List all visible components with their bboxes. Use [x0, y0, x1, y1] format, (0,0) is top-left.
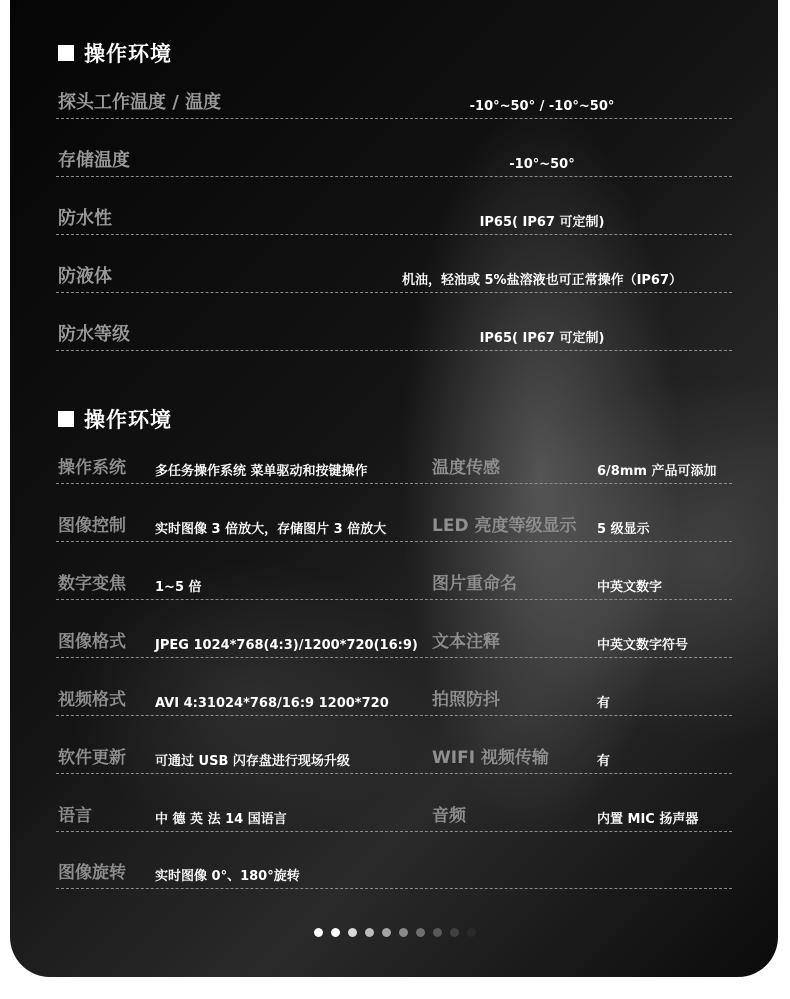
- spec-label: 拍照防抖: [432, 690, 500, 710]
- spec-label: 存储温度: [58, 150, 130, 171]
- spec-row: [56, 569, 732, 600]
- spec-label: 温度传感: [432, 458, 500, 478]
- spec-label: 防水等级: [58, 324, 130, 345]
- spec-value: 中英文数字符号: [597, 638, 689, 653]
- section-title-2: [58, 404, 172, 434]
- spec-value: 有: [597, 696, 611, 711]
- spec-row: [56, 146, 732, 177]
- spec-value: IP65( IP67 可定制): [479, 215, 605, 230]
- section-title-1: [58, 38, 172, 68]
- spec-value: 可通过 USB 闪存盘进行现场升级: [155, 754, 350, 769]
- spec-value: 机油，轻油或 5%盐溶液也可正常操作（IP67）: [401, 273, 683, 288]
- spec-value: JPEG 1024*768(4:3)/1200*720(16:9): [155, 638, 418, 653]
- spec-row: [56, 262, 732, 293]
- spec-label: 图像格式: [58, 632, 126, 652]
- spec-row: [56, 627, 732, 658]
- spec-label: 数字变焦: [58, 574, 126, 594]
- spec-label: WIFI 视频传输: [432, 748, 549, 768]
- spec-label: LED 亮度等级显示: [432, 516, 577, 536]
- pagination-dot[interactable]: [382, 928, 391, 937]
- spec-label: 防液体: [58, 266, 112, 287]
- pagination-dot[interactable]: [314, 928, 323, 937]
- pagination-dot[interactable]: [331, 928, 340, 937]
- spec-value: 中英文数字: [597, 580, 663, 595]
- spec-value: 实时图像 0°、180°旋转: [155, 869, 300, 884]
- pagination-dot[interactable]: [399, 928, 408, 937]
- spec-value: 有: [597, 754, 611, 769]
- spec-label: 语言: [58, 806, 92, 826]
- square-bullet-icon: [58, 411, 74, 427]
- spec-row: [56, 685, 732, 716]
- spec-row: [56, 801, 732, 832]
- spec-value: 多任务操作系统 菜单驱动和按键操作: [155, 464, 368, 479]
- spec-value: 6/8mm 产品可添加: [597, 464, 717, 479]
- spec-value: 中 德 英 法 14 国语言: [155, 812, 287, 827]
- spec-row: [56, 88, 732, 119]
- spec-value: 内置 MIC 扬声器: [597, 812, 699, 827]
- spec-value: IP65( IP67 可定制): [479, 331, 605, 346]
- pagination-dot[interactable]: [365, 928, 374, 937]
- section-title-text: 操作环境: [84, 408, 172, 432]
- spec-row: [56, 743, 732, 774]
- spec-label: 文本注释: [432, 632, 500, 652]
- spec-row: [56, 204, 732, 235]
- square-bullet-icon: [58, 45, 74, 61]
- spec-label: 图像控制: [58, 516, 126, 536]
- spec-value: -10°~50° / -10°~50°: [469, 99, 615, 114]
- pagination-dot[interactable]: [348, 928, 357, 937]
- spec-label: 图像旋转: [58, 863, 126, 883]
- spec-label: 图片重命名: [432, 574, 517, 594]
- spec-label: 防水性: [58, 208, 112, 229]
- pagination-dot[interactable]: [416, 928, 425, 937]
- pagination-dots: [314, 928, 484, 937]
- spec-row: [56, 511, 732, 542]
- pagination-dot[interactable]: [467, 928, 476, 937]
- spec-card: [10, 0, 778, 977]
- spec-value: 5 级显示: [597, 522, 650, 537]
- spec-label: 操作系统: [58, 458, 126, 478]
- spec-label: 视频格式: [58, 690, 126, 710]
- spec-label: 音频: [432, 806, 466, 826]
- spec-value: 1~5 倍: [155, 580, 202, 595]
- section-title-text: 操作环境: [84, 42, 172, 66]
- spec-row: [56, 453, 732, 484]
- spec-row: [56, 858, 732, 889]
- spec-label: 软件更新: [58, 748, 126, 768]
- spec-row: [56, 320, 732, 351]
- spec-value: AVI 4:31024*768/16:9 1200*720: [155, 696, 389, 711]
- spec-value: 实时图像 3 倍放大，存储图片 3 倍放大: [155, 522, 387, 537]
- spec-label: 探头工作温度 / 温度: [58, 92, 222, 113]
- spec-value: -10°~50°: [509, 157, 575, 172]
- pagination-dot[interactable]: [433, 928, 442, 937]
- pagination-dot[interactable]: [450, 928, 459, 937]
